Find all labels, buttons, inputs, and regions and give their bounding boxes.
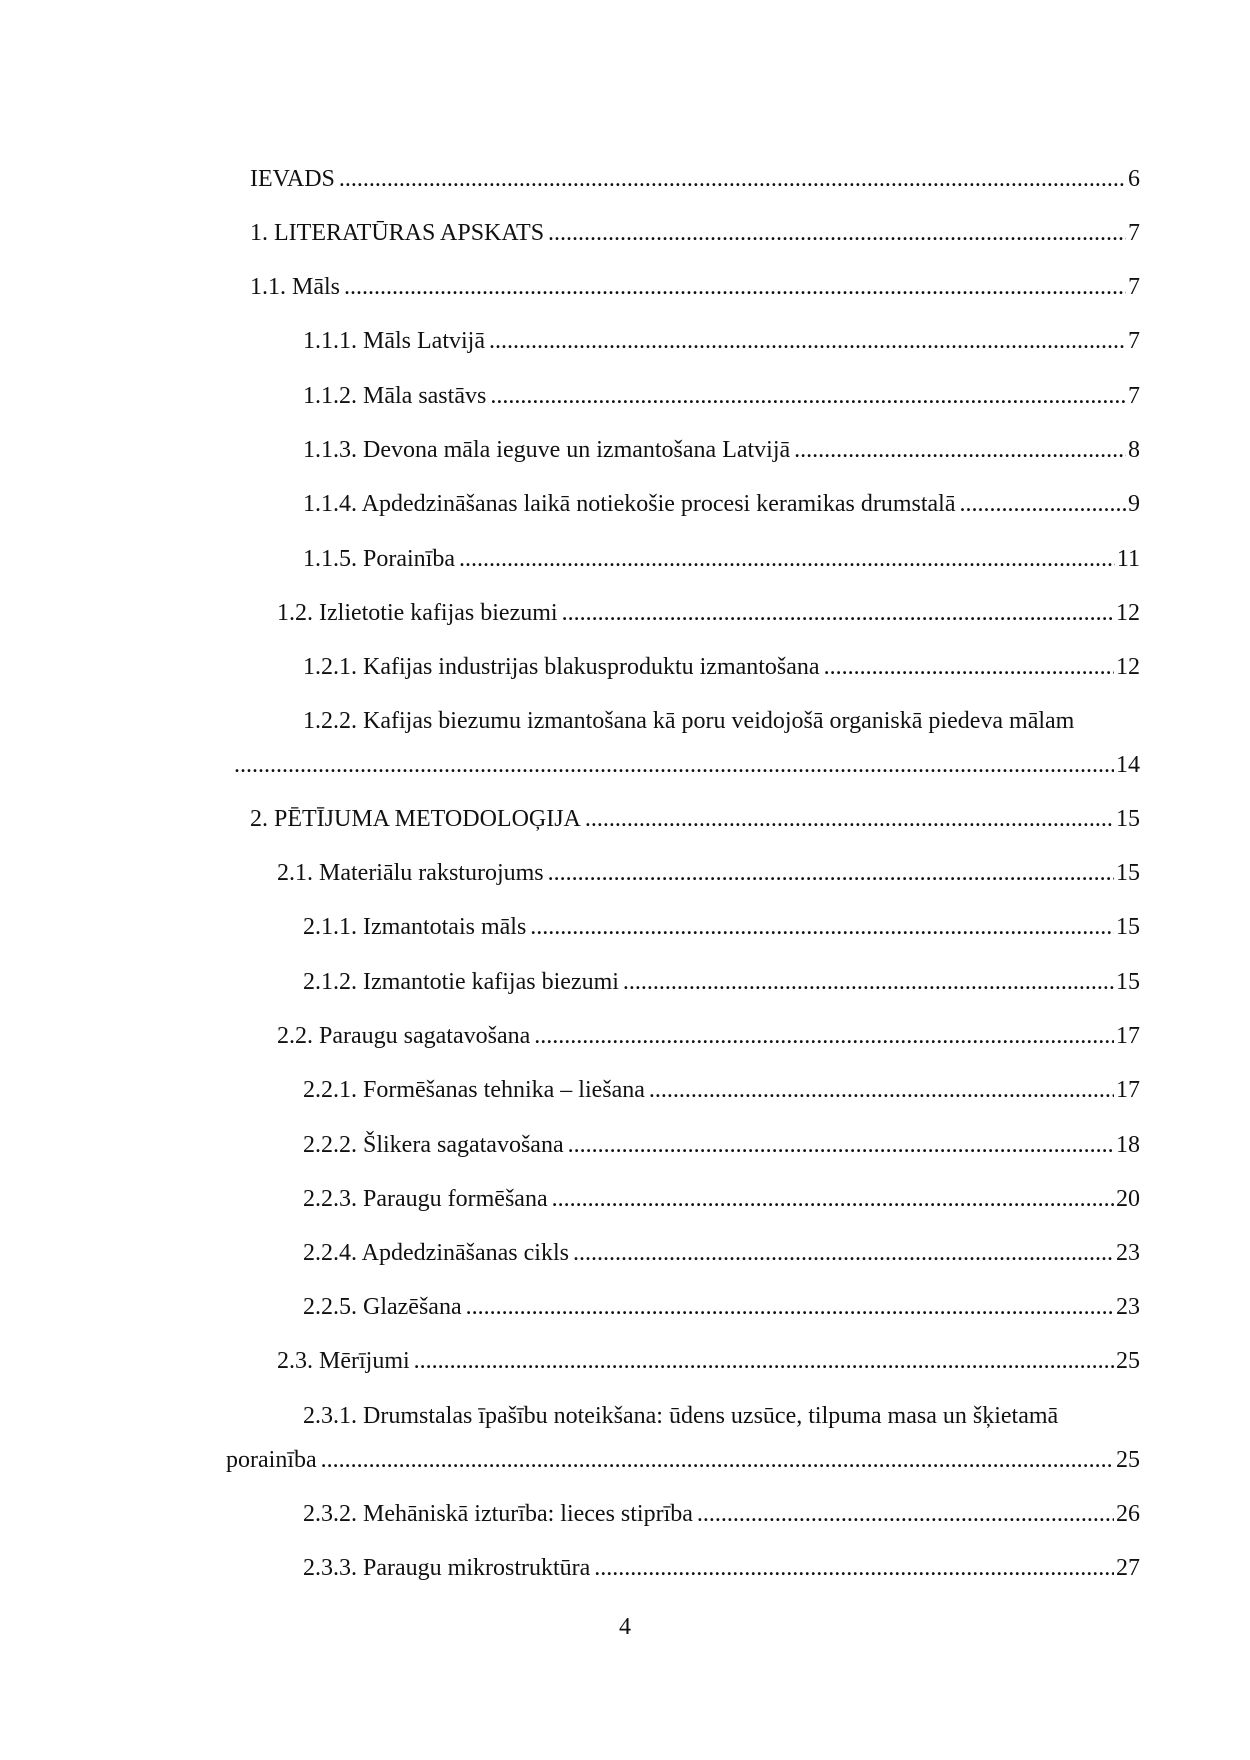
toc-entry[interactable] (250, 272, 1140, 302)
toc-entry-title: 1.1.2. Māla sastāvs (303, 383, 487, 409)
toc-dot-leader (649, 1075, 1114, 1105)
toc-entry-page: 18 (1116, 1132, 1140, 1158)
toc-entry-page: 7 (1128, 274, 1140, 300)
toc-dot-leader (573, 1238, 1114, 1268)
toc-entry-title: 2.2.4. Apdedzināšanas cikls (303, 1240, 569, 1266)
toc-entry[interactable] (303, 489, 1140, 519)
toc-dot-leader (623, 967, 1114, 997)
toc-dot-leader (697, 1499, 1114, 1529)
toc-entry[interactable] (303, 1238, 1140, 1268)
toc-entry[interactable] (303, 544, 1140, 574)
toc-entry[interactable] (277, 1021, 1140, 1051)
toc-entry[interactable] (303, 1075, 1140, 1105)
toc-entry-page: 26 (1116, 1501, 1140, 1527)
toc-entry-title: 2.2.5. Glazēšana (303, 1294, 462, 1320)
toc-entry[interactable] (230, 750, 1140, 780)
toc-entry-title: 2.2.3. Paraugu formēšana (303, 1186, 548, 1212)
toc-entry-page: 25 (1116, 1348, 1140, 1374)
toc-dot-leader (414, 1346, 1114, 1376)
toc-entry[interactable] (303, 652, 1140, 682)
toc-entry-page: 7 (1128, 383, 1140, 409)
toc-entry-title: 1.1. Māls (250, 274, 340, 300)
toc-entry-title: 1.1.1. Māls Latvijā (303, 328, 485, 354)
toc-dot-leader (344, 272, 1126, 302)
toc-entry-page: 17 (1116, 1023, 1140, 1049)
toc-entry-title-line1[interactable]: 1.2.2. Kafijas biezumu izmantošana kā poru veidojošā organiskā piedeva mālam (303, 708, 1075, 734)
toc-entry[interactable] (303, 1499, 1140, 1529)
toc-entry-page: 23 (1116, 1294, 1140, 1320)
toc-entry-title: 2. PĒTĪJUMA METODOLOĢIJA (250, 806, 581, 832)
toc-entry-page: 7 (1128, 220, 1140, 246)
toc-entry-title: 1.1.5. Porainība (303, 546, 455, 572)
toc-entry[interactable] (250, 164, 1140, 194)
toc-entry[interactable] (303, 381, 1140, 411)
toc-entry[interactable] (303, 912, 1140, 942)
toc-entry-title-line1[interactable]: 2.3.1. Drumstalas īpašību noteikšana: ūdens uzsūce, tilpuma masa un šķietamā (303, 1403, 1059, 1429)
toc-entry-page: 15 (1116, 969, 1140, 995)
toc-entry[interactable] (277, 598, 1140, 628)
toc-dot-leader (552, 1184, 1114, 1214)
toc-entry-page: 12 (1116, 654, 1140, 680)
toc-dot-leader (234, 750, 1114, 780)
toc-dot-leader (490, 381, 1126, 411)
toc-entry-title: 1.2. Izlietotie kafijas biezumi (277, 600, 558, 626)
toc-dot-leader (466, 1292, 1114, 1322)
toc-dot-leader (562, 598, 1114, 628)
toc-entry-page: 17 (1116, 1077, 1140, 1103)
toc-entry-page: 9 (1128, 491, 1140, 517)
toc-entry[interactable] (303, 435, 1140, 465)
toc-dot-leader (959, 489, 1126, 519)
toc-dot-leader (594, 1553, 1114, 1583)
toc-entry-page: 20 (1116, 1186, 1140, 1212)
toc-entry-page: 15 (1116, 806, 1140, 832)
toc-entry-page: 14 (1116, 752, 1140, 778)
toc-entry-title: 1.1.4. Apdedzināšanas laikā notiekošie procesi keramikas drumstalā (303, 491, 956, 517)
toc-entry-page: 7 (1128, 328, 1140, 354)
toc-dot-leader (459, 544, 1115, 574)
toc-entry[interactable] (303, 1553, 1140, 1583)
toc-dot-leader (489, 326, 1126, 356)
toc-entry-title: 2.3. Mērījumi (277, 1348, 410, 1374)
toc-entry[interactable] (303, 1292, 1140, 1322)
page-number: 4 (619, 1614, 631, 1640)
toc-entry-title: 2.1.2. Izmantotie kafijas biezumi (303, 969, 619, 995)
toc-entry-page: 6 (1128, 166, 1140, 192)
toc-dot-leader (794, 435, 1126, 465)
toc-entry-title: 1.2.1. Kafijas industrijas blakusproduktu izmantošana (303, 654, 820, 680)
toc-dot-leader (530, 912, 1114, 942)
toc-dot-leader (568, 1130, 1114, 1160)
toc-dot-leader (548, 218, 1126, 248)
toc-dot-leader (321, 1445, 1114, 1475)
toc-dot-leader (824, 652, 1114, 682)
toc-entry[interactable] (303, 326, 1140, 356)
toc-entry[interactable] (277, 1346, 1140, 1376)
toc-entry-page: 8 (1128, 437, 1140, 463)
toc-entry[interactable] (303, 967, 1140, 997)
toc-entry[interactable] (303, 1130, 1140, 1160)
toc-entry-title: 2.2.1. Formēšanas tehnika – liešana (303, 1077, 645, 1103)
toc-entry-title: 2.3.3. Paraugu mikrostruktūra (303, 1555, 591, 1581)
toc-entry[interactable] (277, 858, 1140, 888)
toc-entry-title: 2.1.1. Izmantotais māls (303, 914, 527, 940)
toc-entry[interactable] (250, 218, 1140, 248)
toc-dot-leader (548, 858, 1114, 888)
toc-entry[interactable] (250, 804, 1140, 834)
toc-dot-leader (339, 164, 1126, 194)
toc-entry-title: 1.1.3. Devona māla ieguve un izmantošana Latvijā (303, 437, 791, 463)
toc-entry-title: 2.1. Materiālu raksturojums (277, 860, 544, 886)
toc-entry-title: 1. LITERATŪRAS APSKATS (250, 220, 545, 246)
toc-dot-leader (585, 804, 1114, 834)
toc-entry-page: 11 (1116, 546, 1140, 572)
toc-entry-title: IEVADS (250, 166, 335, 192)
toc-entry-title: 2.2.2. Šlikera sagatavošana (303, 1132, 564, 1158)
toc-entry-page: 25 (1116, 1447, 1140, 1473)
toc-entry-title-line2: porainība (226, 1447, 317, 1473)
toc-entry-page: 23 (1116, 1240, 1140, 1266)
toc-entry[interactable] (226, 1445, 1140, 1475)
toc-entry-page: 15 (1116, 914, 1140, 940)
toc-entry-page: 15 (1116, 860, 1140, 886)
toc-entry[interactable] (303, 1184, 1140, 1214)
toc-entry-page: 12 (1116, 600, 1140, 626)
toc-entry-page: 27 (1116, 1555, 1140, 1581)
toc-entry-title: 2.2. Paraugu sagatavošana (277, 1023, 531, 1049)
toc-entry-title: 2.3.2. Mehāniskā izturība: lieces stiprība (303, 1501, 693, 1527)
toc-dot-leader (534, 1021, 1114, 1051)
